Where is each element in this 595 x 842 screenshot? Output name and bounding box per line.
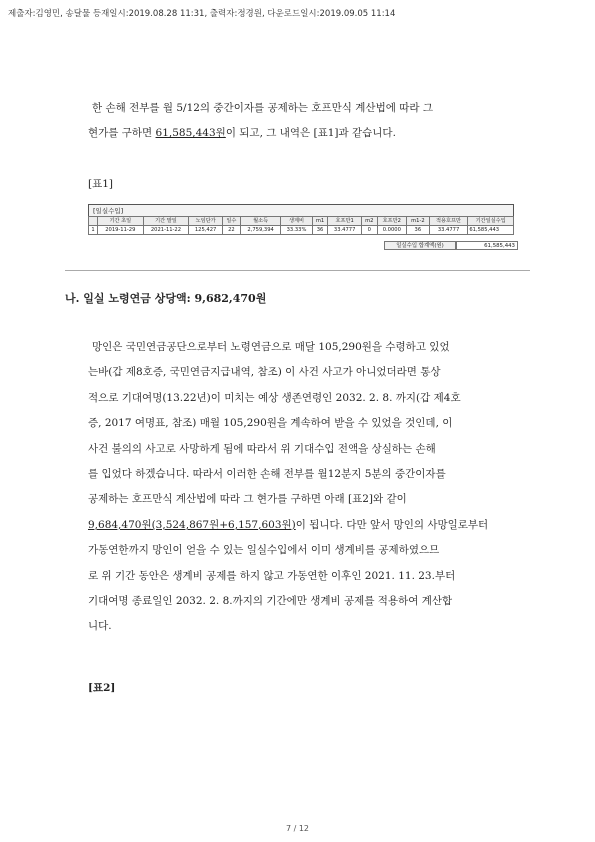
document-header: 제출자:김영민, 송달물 등재일시:2019.08.28 11:31, 출력자:정경원, 다운로드일시:2019.09.05 11:14: [8, 9, 396, 19]
table1-label: [표1]: [88, 178, 114, 190]
table1-cell: 1: [89, 226, 98, 235]
table1-header-row: [89, 217, 514, 226]
table1-cell: 61,585,443: [468, 226, 514, 235]
paragraph-1: [88, 96, 493, 147]
table1-header-cell: m2: [361, 217, 377, 226]
para2-line: 로 위 기간 동안은 생계비 공제를 하지 않고 가동연한 이후인 2021. 11. 23.부터: [88, 569, 456, 582]
table-row: [89, 226, 514, 235]
table1-title: [일실수입]: [88, 204, 514, 216]
paragraph-2: [88, 335, 493, 640]
table1-sum-value: 61,585,443: [456, 241, 518, 250]
para2-line: 기대여명 종료일인 2032. 2. 8.까지의 기간에만 생계비 공제를 적용하여 계산합: [88, 595, 453, 608]
table1-header-cell: 기간 말일: [143, 217, 189, 226]
para2-line: 적으로 기대여명(13.22년)이 미치는 예상 생존연령인 2032. 2. 8. 까지(갑 제4호: [88, 391, 461, 404]
table1-header-cell: 월소득: [240, 217, 280, 226]
para2-line: 사건 불의의 사고로 사망하게 됨에 따라서 위 기대수입 전액을 상실하는 손해: [88, 442, 436, 455]
table1-cell: 2,759,394: [240, 226, 280, 235]
para2-line: 가동연한까지 망인이 얻을 수 있는 일실수입에서 이미 생계비를 공제하였으므: [88, 544, 440, 557]
para2-line: 는바(갑 제8호증, 국민연금지급내역, 참조) 이 사건 사고가 아니었더라면 통상: [88, 366, 441, 379]
table1-header-cell: [89, 217, 98, 226]
table1-header-cell: 호프만1: [328, 217, 362, 226]
para1-line2-pre: 현가를 구하면: [88, 127, 156, 140]
table1-cell: 33.33%: [281, 226, 312, 235]
table1-cell: 0: [361, 226, 377, 235]
table1-header-cell: 일수: [222, 217, 240, 226]
table1-header-cell: 노임단가: [189, 217, 223, 226]
para2-line: 망인은 국민연금공단으로부터 노령연금으로 매달 105,290원을 수령하고 있었: [92, 341, 450, 353]
table1-cell: 125,427: [189, 226, 223, 235]
para2-line: 이 됩니다. 다만 앞서 망인의 사망일로부터: [295, 518, 489, 531]
para1-amount: 61,585,443원: [155, 127, 226, 140]
table1-cell: 33.4777: [328, 226, 362, 235]
para2-line: 니다.: [88, 620, 112, 633]
table1-header-cell: 생계비: [281, 217, 312, 226]
table1-sum-row: [384, 241, 518, 250]
page-number: 7 / 12: [285, 824, 310, 833]
table1-header-cell: 기간일실수입: [468, 217, 514, 226]
table1-sum-label: 일실수입 합계액(원): [384, 241, 456, 250]
table1-cell: 2021-11-22: [143, 226, 189, 235]
table1-cell: 0.0000: [377, 226, 406, 235]
table1-header-cell: m1: [312, 217, 328, 226]
para2-line: 증, 2017 여명표, 참조) 매월 105,290원을 계속하여 받을 수 있었을 것인데, 이: [88, 417, 453, 430]
section-divider: [65, 270, 530, 271]
table1-grid: [88, 216, 514, 235]
table1-header-cell: 호프만2: [377, 217, 406, 226]
table2-label: [표2]: [88, 682, 116, 694]
section-title: 나. 일실 노령연금 상당액: 9,682,470원: [65, 292, 267, 305]
para1-line1: 한 손해 전부를 월 5/12의 중간이자를 공제하는 호프만식 계산법에 따라 그: [92, 102, 433, 114]
table1-cell: 36: [406, 226, 429, 235]
table1-header-cell: 적용호프만: [429, 217, 468, 226]
para2-amount: 9,684,470원(3,524,867원+6,157,603원): [88, 518, 296, 531]
table1-cell: 33.4777: [429, 226, 468, 235]
table1-cell: 36: [312, 226, 328, 235]
para2-line: 를 입었다 하겠습니다. 따라서 이러한 손해 전부를 월12분지 5분의 중간이자를: [88, 468, 446, 481]
table1-cell: 22: [222, 226, 240, 235]
table1-cell: 2019-11-29: [98, 226, 144, 235]
para2-line: 공제하는 호프만식 계산법에 따라 그 현가를 구하면 아래 [표2]와 같이: [88, 493, 407, 506]
table1-header-cell: 기간 초일: [98, 217, 144, 226]
table1-header-cell: m1-2: [406, 217, 429, 226]
para1-line2-post: 이 되고, 그 내역은 [표1]과 같습니다.: [225, 127, 396, 140]
